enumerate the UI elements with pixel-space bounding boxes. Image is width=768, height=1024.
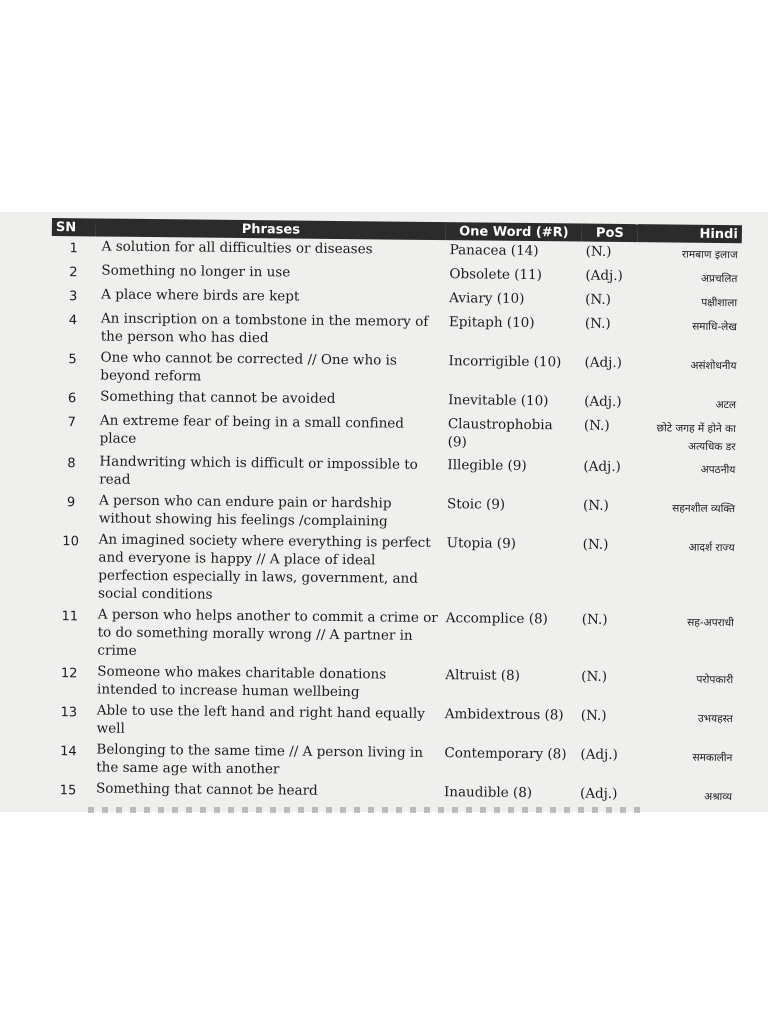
- row-phrase: Belonging to the same time // A person living in the same age with another: [96, 741, 424, 778]
- row-one-word: Epitaph (10): [448, 314, 535, 332]
- table-body: [46, 236, 742, 809]
- row-pos: (N.): [585, 243, 612, 260]
- row-pos: (N.): [582, 536, 609, 553]
- row-sn: 4: [68, 313, 78, 329]
- row-sn: 6: [67, 391, 77, 407]
- row-pos: (Adj.): [584, 393, 622, 410]
- header-sn: SN: [52, 218, 96, 236]
- row-sn: 9: [66, 495, 76, 511]
- row-phrase: Something that cannot be heard: [95, 780, 318, 799]
- row-phrase: Someone who makes charitable donations intended to increase human wellbeing: [96, 663, 387, 701]
- row-one-word: Claustrophobia (9): [447, 416, 553, 451]
- row-hindi: अपठनीय: [700, 463, 736, 477]
- row-one-word: Obsolete (11): [449, 266, 543, 284]
- row-phrase: A person who helps another to commit a crime or to do something morally wrong // A partner in crime: [97, 606, 438, 659]
- row-phrase: Able to use the left hand and right hand equally well: [96, 702, 425, 737]
- row-one-word: Inaudible (8): [443, 784, 533, 802]
- row-phrase: A place where birds are kept: [101, 286, 300, 305]
- row-phrase: An extreme fear of being in a small confined place: [99, 412, 405, 447]
- row-hindi: अप्रचलित: [700, 272, 738, 286]
- row-hindi: रामबाण इलाज: [681, 248, 738, 262]
- row-one-word: Inevitable (10): [448, 392, 549, 410]
- row-pos: (N.): [583, 417, 610, 434]
- row-pos: (Adj.): [583, 458, 621, 475]
- row-hindi: आदर्श राज्य: [688, 541, 735, 555]
- header-phrases: Phrases: [96, 218, 446, 240]
- row-one-word: Accomplice (8): [445, 610, 548, 628]
- row-hindi: पक्षीशाला: [701, 296, 738, 310]
- row-one-word: Illegible (9): [447, 457, 527, 474]
- row-one-word: Ambidextrous (8): [444, 706, 564, 724]
- row-phrase: Handwriting which is difficult or impossible to read: [99, 453, 418, 488]
- table-row: [47, 604, 738, 668]
- row-one-word: Contemporary (8): [444, 745, 567, 763]
- row-one-word: Altruist (8): [445, 667, 521, 684]
- row-phrase: An inscription on a tombstone in the memory of the person who has died: [100, 310, 429, 347]
- row-hindi: अश्राव्य: [704, 790, 733, 804]
- row-one-word: Stoic (9): [446, 496, 506, 513]
- row-sn: 13: [60, 705, 78, 721]
- row-hindi: समकालीन: [692, 751, 733, 765]
- row-sn: 10: [62, 534, 79, 550]
- table-row: [50, 410, 740, 458]
- row-sn: 8: [67, 456, 76, 472]
- row-hindi: असंशोधनीय: [690, 359, 737, 373]
- row-hindi: परोपकारी: [696, 673, 734, 687]
- row-pos: (Adj.): [580, 746, 618, 763]
- row-sn: 2: [69, 265, 78, 281]
- row-phrase: A solution for all difficulties or diseases: [101, 238, 373, 258]
- row-hindi: अटल: [715, 398, 737, 412]
- row-sn: 3: [68, 289, 78, 305]
- row-phrase: Something that cannot be avoided: [100, 388, 336, 407]
- row-phrase: An imagined society where everything is perfect and everyone is happy // A place of ideal perfection especially in laws, government, and social conditions: [97, 531, 431, 603]
- row-pos: (N.): [584, 315, 611, 332]
- table-row: [48, 529, 739, 611]
- header-hindi: Hindi: [638, 224, 742, 243]
- row-phrase: One who cannot be corrected // One who is beyond reform: [100, 349, 397, 385]
- row-hindi: छोटे जगह में होने का अत्यधिक डर: [656, 422, 736, 454]
- header-pos: PoS: [582, 224, 638, 243]
- row-hindi: उभयहस्त: [697, 712, 733, 726]
- row-sn: 5: [68, 352, 77, 368]
- header-one-word: One Word (#R): [446, 222, 582, 241]
- row-sn: 15: [59, 783, 77, 799]
- row-pos: (N.): [582, 497, 609, 514]
- row-pos: (N.): [585, 291, 612, 308]
- row-phrase: Something no longer in use: [101, 262, 291, 281]
- row-one-word: Incorrigible (10): [448, 353, 562, 371]
- row-sn: 11: [61, 609, 79, 625]
- cut-off-next-row: [88, 807, 648, 813]
- row-sn: 7: [67, 415, 77, 431]
- row-phrase: A person who can endure pain or hardship without showing his feelings /complaining: [98, 492, 392, 530]
- row-pos: (Adj.): [585, 267, 623, 284]
- row-one-word: Aviary (10): [449, 290, 525, 307]
- row-hindi: सह-अपराधी: [687, 616, 734, 630]
- row-sn: 14: [60, 744, 77, 760]
- row-hindi: समाधि-लेख: [692, 320, 737, 334]
- row-sn: 1: [69, 241, 78, 257]
- row-pos: (Adj.): [584, 354, 623, 371]
- row-pos: (N.): [580, 707, 607, 724]
- row-one-word: Panacea (14): [449, 242, 539, 260]
- row-hindi: सहनशील व्यक्ति: [672, 502, 736, 516]
- row-pos: (N.): [581, 611, 608, 628]
- row-sn: 12: [60, 666, 78, 682]
- row-pos: (Adj.): [579, 785, 618, 802]
- one-word-substitution-table: [46, 218, 742, 809]
- vocabulary-table-container: [46, 218, 742, 809]
- row-one-word: Utopia (9): [446, 535, 517, 552]
- row-pos: (N.): [581, 668, 608, 685]
